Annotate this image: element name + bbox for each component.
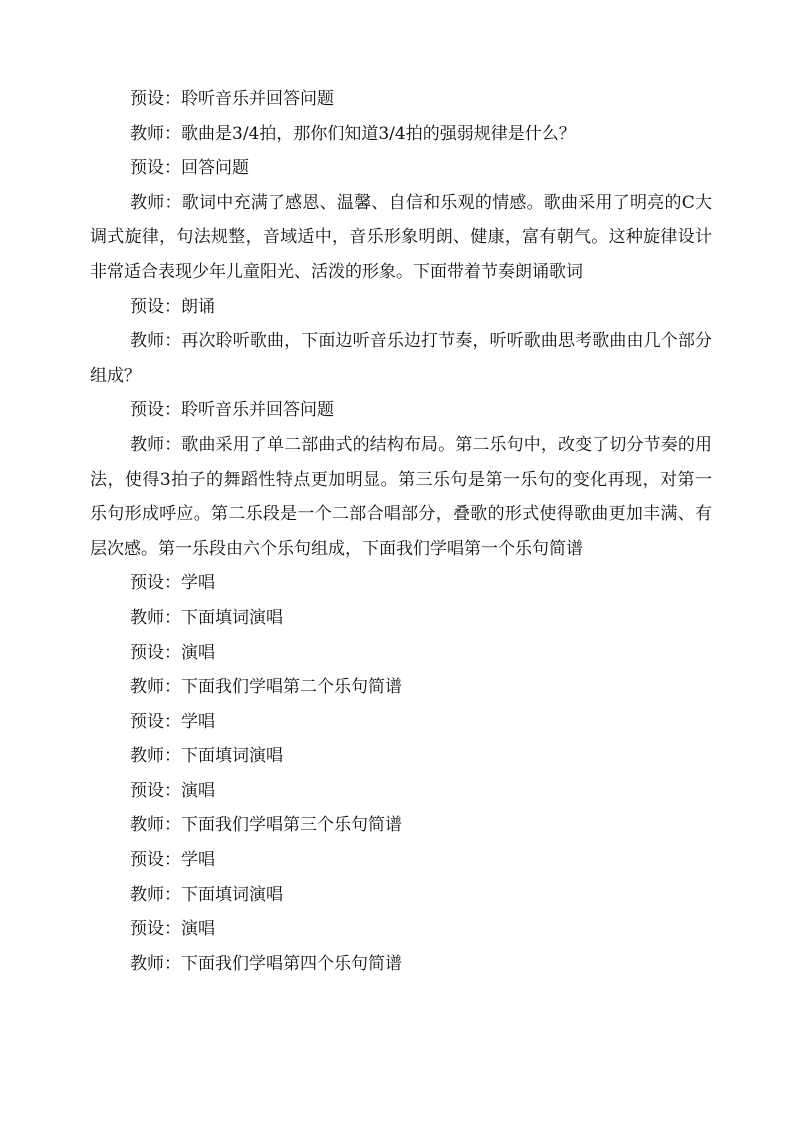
paragraph: 预设：学唱 [130, 573, 215, 594]
paragraph: 教师：歌词中充满了感恩、温馨、自信和乐观的情感。歌曲采用了明亮的C大调式旋律，句法规整，音域适中，音乐形象明朗、健康，富有朝气。这种旋律设计非常适合表现少年儿童阳光、活泼的形象。下面带着节奏朗诵歌词 [90, 192, 712, 282]
paragraph: 教师：再次聆听歌曲，下面边听音乐边打节奏，听听歌曲思考歌曲由几个部分组成？ [90, 331, 712, 386]
paragraph: 教师：下面填词演唱 [130, 746, 283, 767]
paragraph: 预设：学唱 [130, 711, 215, 732]
paragraph: 教师：下面我们学唱第二个乐句简谱 [130, 677, 402, 698]
paragraph: 教师：下面填词演唱 [130, 884, 283, 905]
document-body [90, 82, 712, 981]
paragraph: 预设：朗诵 [130, 296, 215, 317]
paragraph: 教师：下面我们学唱第四个乐句简谱 [130, 953, 402, 974]
paragraph: 预设：聆听音乐并回答问题 [130, 400, 334, 421]
paragraph: 预设：演唱 [130, 642, 215, 663]
paragraph: 预设：演唱 [130, 919, 215, 940]
paragraph: 预设：回答问题 [130, 158, 249, 179]
paragraph: 教师：下面我们学唱第三个乐句简谱 [130, 815, 402, 836]
paragraph: 教师：歌曲采用了单二部曲式的结构布局。第二乐句中，改变了切分节奏的用法，使得3拍子的舞蹈性特点更加明显。第三乐句是第一乐句的变化再现，对第一乐句形成呼应。第二乐段是一个二部合唱部分，叠歌的形式使得歌曲更加丰满、有层次感。第一乐段由六个乐句组成，下面我们学唱第一个乐句简谱 [90, 434, 712, 559]
paragraph: 预设：演唱 [130, 780, 215, 801]
paragraph: 预设：聆听音乐并回答问题 [130, 89, 334, 109]
paragraph: 教师：歌曲是3/4拍，那你们知道3/4拍的强弱规律是什么？ [130, 123, 576, 144]
paragraph: 预设：学唱 [130, 850, 215, 871]
paragraph: 教师：下面填词演唱 [130, 607, 283, 628]
